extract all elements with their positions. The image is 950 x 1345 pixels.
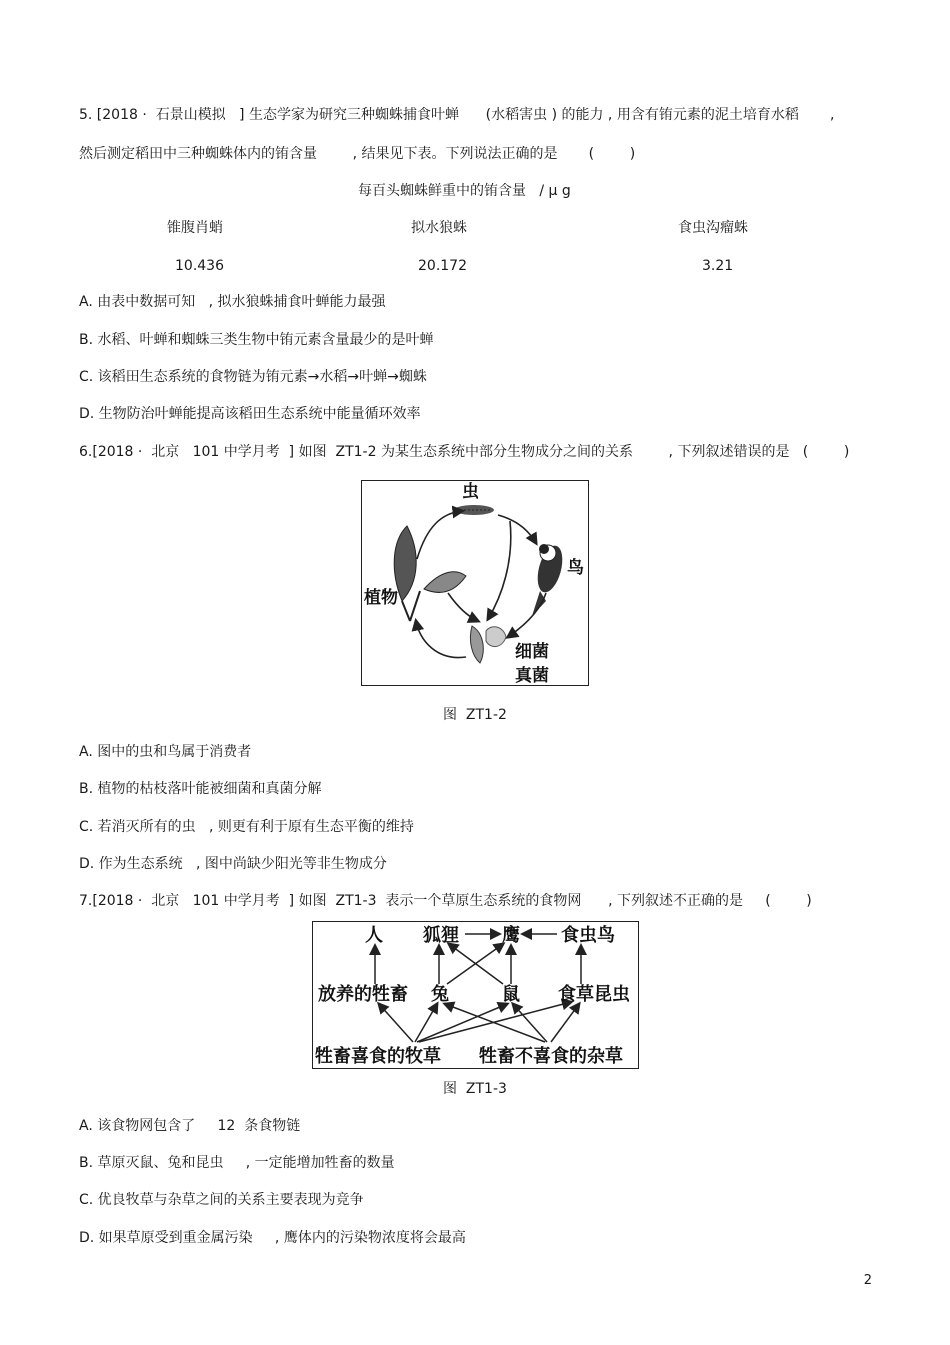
- page-number: 2: [863, 1273, 872, 1288]
- table-cell: 3.21: [702, 258, 734, 274]
- food-web-node: 人: [365, 925, 383, 946]
- table-header: 拟水狼蛛: [411, 220, 467, 236]
- q6-option-c: C. 若消灭所有的虫 , 则更有利于原有生态平衡的维持: [79, 819, 414, 835]
- q6-option-d: D. 作为生态系统 , 图中尚缺少阳光等非生物成分: [79, 856, 387, 872]
- figure-label: 真菌: [515, 666, 549, 685]
- q7-option-d: D. 如果草原受到重金属污染 , 鹰体内的污染物浓度将会最高: [79, 1230, 466, 1246]
- q5-option-a: A. 由表中数据可知 , 拟水狼蛛捕食叶蝉能力最强: [79, 294, 386, 310]
- caterpillar-icon: [454, 505, 494, 515]
- food-web-node: 狐狸: [423, 925, 459, 946]
- q7-stem: 7.[2018 · 北京 101 中学月考 ] 如图 ZT1-3 表示一个草原生态系统的食物网 , 下列叙述不正确的是 ( ): [79, 893, 812, 909]
- figure-label: 鸟: [567, 558, 584, 578]
- plant-icon: [394, 526, 466, 621]
- q5-option-b: B. 水稻、叶蝉和蜘蛛三类生物中铕元素含量最少的是叶蝉: [79, 332, 434, 348]
- table-title: 每百头蜘蛛鲜重中的铕含量 / μ g: [358, 183, 571, 199]
- q5-option-d: D. 生物防治叶蝉能提高该稻田生态系统中能量循环效率: [79, 406, 421, 422]
- table-cell: 10.436: [175, 258, 224, 274]
- q7-option-a: A. 该食物网包含了 12 条食物链: [79, 1118, 301, 1134]
- food-web-node: 牲畜喜食的牧草: [315, 1046, 441, 1067]
- ecosystem-figure: [361, 480, 589, 686]
- food-web-node: 放养的牲畜: [318, 984, 408, 1005]
- q6-option-a: A. 图中的虫和鸟属于消费者: [79, 744, 252, 760]
- q5-stem-line2: 然后测定稻田中三种蜘蛛体内的铕含量 , 结果见下表。下列说法正确的是 ( ): [79, 146, 636, 162]
- figure-caption: 图 ZT1-3: [443, 1081, 507, 1097]
- q6-option-b: B. 植物的枯枝落叶能被细菌和真菌分解: [79, 781, 322, 797]
- fungi-icon: [470, 626, 506, 663]
- food-web-node: 兔: [431, 984, 449, 1005]
- figure-label: 虫: [462, 482, 479, 502]
- figure-caption: 图 ZT1-2: [443, 707, 507, 723]
- food-web-node: 鼠: [502, 984, 520, 1005]
- table-cell: 20.172: [418, 258, 467, 274]
- q6-stem: 6.[2018 · 北京 101 中学月考 ] 如图 ZT1-2 为某生态系统中部分生物成分之间的关系 , 下列叙述错误的是 ( ): [79, 444, 850, 460]
- q7-option-c: C. 优良牧草与杂草之间的关系主要表现为竞争: [79, 1192, 364, 1208]
- food-web-node: 食草昆虫: [558, 984, 630, 1005]
- q7-option-b: B. 草原灭鼠、兔和昆虫 , 一定能增加牲畜的数量: [79, 1155, 395, 1171]
- food-web-node: 牲畜不喜食的杂草: [479, 1046, 623, 1067]
- food-web-node: 鹰: [502, 925, 520, 946]
- table-header: 锥腹肖蛸: [167, 220, 223, 236]
- food-web-figure: [312, 921, 639, 1069]
- q5-option-c: C. 该稻田生态系统的食物链为铕元素→水稻→叶蝉→蜘蛛: [79, 369, 427, 385]
- figure-label: 植物: [364, 588, 398, 608]
- food-web-node: 食虫鸟: [561, 925, 615, 946]
- figure-label: 细菌: [515, 642, 549, 662]
- bird-icon: [532, 543, 567, 616]
- table-header: 食虫沟瘤蛛: [678, 220, 748, 236]
- q5-stem-line1: 5. [2018 · 石景山模拟 ] 生态学家为研究三种蜘蛛捕食叶蝉 (水稻害虫 ) 的能力 , 用含有铕元素的泥土培育水稻 ,: [79, 107, 835, 123]
